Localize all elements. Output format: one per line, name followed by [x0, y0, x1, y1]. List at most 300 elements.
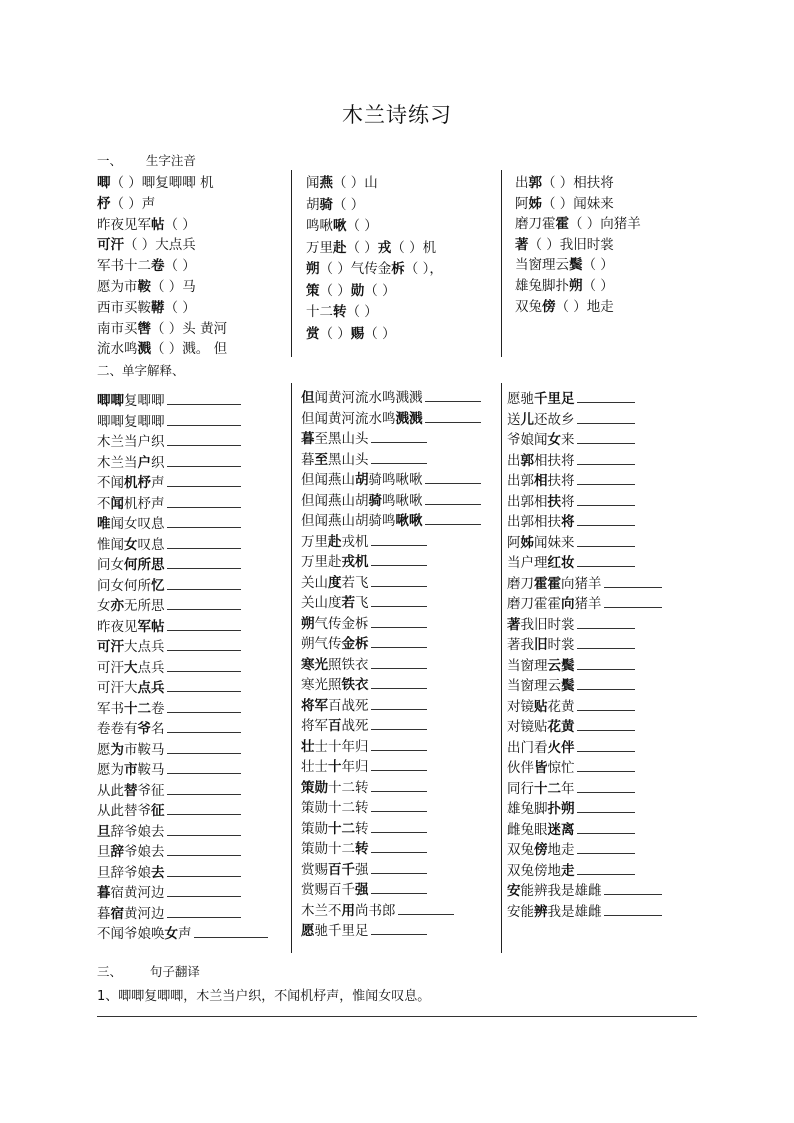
text-fragment: 名: [151, 721, 165, 737]
pinyin-item: [306, 214, 378, 234]
answer-blank[interactable]: [371, 593, 427, 607]
target-character: 可汗: [97, 237, 124, 254]
target-character: 可汗: [97, 639, 124, 655]
answer-blank[interactable]: [577, 430, 635, 444]
answer-blank[interactable]: [167, 412, 241, 426]
target-character: 愿: [301, 923, 315, 939]
pinyin-item: [515, 274, 614, 294]
answer-blank[interactable]: [167, 863, 241, 877]
text-fragment: 暮: [301, 451, 315, 468]
answer-blank[interactable]: [577, 635, 635, 649]
definition-item: [97, 430, 241, 450]
target-character: 鬓: [561, 678, 575, 694]
text-fragment: 百战死: [328, 697, 369, 714]
answer-blank[interactable]: [577, 451, 635, 465]
answer-blank[interactable]: [371, 757, 427, 771]
text-fragment: 策勋: [301, 820, 328, 837]
target-character: 胡: [355, 472, 369, 488]
text-fragment: 骑鸣啾啾: [368, 472, 423, 488]
text-fragment: 万里赴: [301, 554, 342, 570]
text-fragment: （ ）相扶将: [542, 175, 614, 191]
text-fragment: 可汗大: [97, 680, 138, 696]
answer-blank[interactable]: [577, 738, 635, 752]
text-fragment: 爷娘去: [124, 844, 165, 860]
text-fragment: 大点兵: [124, 639, 165, 655]
text-fragment: 从此: [97, 782, 124, 799]
pinyin-item: [306, 322, 396, 342]
answer-blank[interactable]: [577, 512, 635, 526]
answer-blank[interactable]: [371, 675, 427, 689]
target-character: 走: [561, 862, 575, 879]
target-character: 辔: [137, 320, 151, 337]
answer-blank[interactable]: [604, 594, 662, 608]
definition-item: [301, 919, 427, 939]
definition-item: [507, 900, 662, 920]
definition-item: [301, 653, 427, 673]
pinyin-item: [97, 317, 227, 337]
answer-blank[interactable]: [167, 391, 241, 405]
text-fragment: 壮士: [301, 759, 328, 775]
target-character: 唯: [97, 516, 111, 532]
text-fragment: 我是雄雌: [547, 903, 602, 920]
text-fragment: 强: [355, 861, 369, 878]
definition-item: [507, 756, 635, 776]
target-character: 为: [110, 741, 124, 758]
text-fragment: 戎机: [341, 533, 369, 550]
answer-blank[interactable]: [604, 902, 662, 916]
text-fragment: 昨夜见军: [97, 216, 151, 233]
definition-item: [507, 449, 635, 469]
text-fragment: 策勋十二: [301, 841, 355, 857]
text-fragment: 但闻燕山胡: [301, 492, 369, 509]
target-character: 郭: [528, 175, 542, 191]
answer-blank[interactable]: [604, 574, 662, 588]
definition-item: [97, 738, 241, 758]
definition-item: [97, 615, 241, 635]
definition-item: [301, 591, 427, 611]
answer-blank[interactable]: [371, 716, 427, 730]
answer-blank[interactable]: [167, 740, 241, 754]
text-fragment: 不: [97, 495, 111, 512]
text-fragment: 还故乡: [534, 411, 575, 428]
target-character: 寒光: [301, 656, 328, 673]
answer-blank[interactable]: [425, 491, 481, 505]
text-fragment: （ ）大点兵: [124, 237, 196, 254]
target-character: 旧: [534, 637, 548, 653]
definition-item: [97, 820, 241, 840]
text-fragment: 若飞: [341, 574, 369, 591]
answer-blank[interactable]: [425, 409, 481, 423]
answer-blank[interactable]: [167, 658, 241, 672]
target-character: 杼: [97, 195, 111, 212]
text-fragment: 安能: [507, 903, 534, 920]
answer-blank[interactable]: [167, 883, 241, 897]
answer-blank[interactable]: [371, 798, 427, 812]
definition-item: [301, 899, 454, 919]
text-fragment: 军书十二: [97, 258, 151, 275]
text-fragment: 问女: [97, 557, 124, 573]
text-fragment: 雄兔脚: [507, 801, 548, 817]
answer-blank[interactable]: [167, 432, 241, 446]
answer-blank[interactable]: [167, 596, 241, 610]
text-fragment: 雄兔脚扑: [515, 278, 569, 294]
answer-blank[interactable]: [425, 388, 481, 402]
definition-item: [301, 407, 481, 427]
answer-blank[interactable]: [371, 552, 427, 566]
text-fragment: 磨刀霍: [515, 216, 556, 233]
target-character: 帖: [151, 216, 165, 233]
text-fragment: 愿为市: [97, 279, 138, 295]
answer-blank[interactable]: [371, 614, 427, 628]
definition-item: [97, 922, 268, 942]
target-character: 度: [328, 574, 342, 591]
text-fragment: （ ）: [346, 304, 378, 320]
answer-blank[interactable]: [577, 676, 635, 690]
definition-item: [301, 530, 427, 550]
pinyin-item: [97, 254, 196, 274]
text-fragment: 闻女叹息: [110, 516, 165, 532]
answer-blank[interactable]: [577, 492, 635, 506]
text-fragment: 年归: [341, 759, 369, 775]
definition-item: [507, 736, 635, 756]
target-character: 转: [355, 841, 369, 857]
text-fragment: 愿: [97, 741, 111, 758]
definition-item: [301, 796, 427, 816]
answer-blank[interactable]: [371, 921, 427, 935]
text-fragment: 年: [561, 780, 575, 797]
definition-item: [507, 777, 635, 797]
definition-item: [507, 428, 635, 448]
column-divider: [501, 383, 502, 953]
answer-blank[interactable]: [371, 634, 427, 648]
text-fragment: 但闻燕山: [301, 472, 355, 488]
text-fragment: 但闻燕山胡骑鸣: [301, 513, 396, 529]
target-character: 朔: [569, 278, 583, 294]
target-character: 向: [561, 596, 575, 612]
definition-item: [97, 389, 241, 409]
definition-item: [97, 717, 241, 737]
text-fragment: 愿驰: [507, 391, 534, 407]
target-character: 千里足: [534, 391, 575, 407]
definition-item: [301, 735, 427, 755]
answer-blank[interactable]: [167, 453, 241, 467]
text-fragment: 西市买鞍: [97, 299, 151, 316]
pinyin-item: [515, 171, 614, 191]
target-character: 赴: [333, 239, 347, 256]
definition-item: [301, 571, 427, 591]
text-fragment: 万里: [301, 533, 328, 550]
target-character: 傍: [534, 842, 548, 858]
answer-blank[interactable]: [167, 760, 241, 774]
answer-blank[interactable]: [167, 699, 241, 713]
text-fragment: 唧唧复唧唧: [97, 413, 165, 430]
text-fragment: 十二: [306, 304, 333, 320]
answer-blank[interactable]: [577, 779, 635, 793]
answer-blank[interactable]: [577, 758, 635, 772]
text-fragment: 胡: [306, 196, 320, 213]
definition-item: [301, 673, 427, 693]
text-fragment: 出郭相: [507, 493, 548, 510]
definition-item: [97, 512, 241, 532]
answer-blank[interactable]: [371, 532, 427, 546]
answer-blank[interactable]: [371, 737, 427, 751]
target-character: 鞍: [137, 279, 151, 295]
text-fragment: 辞爷娘去: [110, 823, 165, 840]
answer-blank[interactable]: [167, 555, 241, 569]
target-character: 征: [151, 803, 165, 819]
text-fragment: 当窗理云: [507, 678, 561, 694]
target-character: 花黄: [547, 719, 575, 735]
text-fragment: 闻黄河流水鸣溅溅: [314, 390, 423, 406]
definition-item: [507, 551, 635, 571]
text-fragment: 我旧时裳: [520, 616, 575, 633]
answer-blank[interactable]: [577, 697, 635, 711]
definition-item: [97, 697, 241, 717]
text-fragment: 著我: [507, 637, 534, 653]
text-fragment: 雌兔眼: [507, 821, 548, 838]
target-character: 闻: [110, 495, 124, 512]
definition-item: [301, 858, 427, 878]
answer-blank[interactable]: [425, 511, 481, 525]
text-fragment: 送: [507, 411, 521, 428]
target-character: 辞: [110, 844, 124, 860]
text-fragment: （ ）: [582, 278, 614, 294]
answer-blank[interactable]: [371, 880, 427, 894]
text-fragment: （ ）机: [391, 239, 437, 256]
text-fragment: 磨刀霍霍: [507, 596, 561, 612]
text-fragment: 扶将: [547, 473, 575, 489]
text-fragment: 时裳: [547, 637, 575, 653]
text-fragment: 能辨我是雄雌: [520, 883, 602, 899]
answer-blank[interactable]: [167, 473, 241, 487]
text-fragment: 照铁衣: [328, 656, 369, 673]
answer-blank[interactable]: [577, 410, 635, 424]
text-fragment: 流水鸣: [97, 341, 138, 358]
text-fragment: （ ）: [582, 257, 614, 274]
pinyin-item: [306, 171, 378, 191]
target-character: 著: [507, 616, 521, 633]
text-fragment: 战死: [341, 718, 369, 734]
text-fragment: 士十年归: [314, 738, 369, 755]
target-character: 旦: [97, 823, 111, 840]
text-fragment: （ ）闻妹来: [542, 195, 614, 212]
text-fragment: 旦: [97, 844, 111, 860]
target-character: 朔: [301, 615, 315, 632]
answer-line: [97, 1016, 697, 1017]
page-title: 木兰诗练习: [342, 103, 452, 127]
answer-blank[interactable]: [371, 839, 427, 853]
answer-blank[interactable]: [371, 429, 427, 443]
definition-item: [97, 451, 241, 471]
answer-blank[interactable]: [371, 819, 427, 833]
definition-item: [301, 468, 481, 488]
answer-blank[interactable]: [577, 656, 635, 670]
text-fragment: 卷卷有: [97, 721, 138, 737]
answer-blank[interactable]: [577, 615, 635, 629]
text-fragment: 愿为: [97, 762, 124, 778]
text-fragment: 对镜: [507, 698, 534, 715]
pinyin-item: [306, 257, 443, 277]
target-character: 儿: [520, 411, 534, 428]
answer-blank[interactable]: [194, 924, 268, 938]
answer-blank[interactable]: [167, 719, 241, 733]
answer-blank[interactable]: [577, 471, 635, 485]
definition-item: [97, 861, 241, 881]
text-fragment: （ ）: [364, 282, 396, 299]
text-fragment: 朔气传: [301, 636, 342, 652]
definition-item: [507, 838, 635, 858]
target-character: 迷离: [547, 821, 575, 838]
definition-item: [97, 676, 241, 696]
definition-item: [97, 840, 241, 860]
answer-blank[interactable]: [604, 881, 662, 895]
text-fragment: 阿: [515, 195, 529, 212]
definition-item: [97, 902, 241, 922]
answer-blank[interactable]: [167, 617, 241, 631]
target-character: 柝: [391, 261, 405, 277]
text-fragment: 飞: [355, 595, 369, 611]
text-fragment: （ ）: [164, 258, 196, 275]
answer-blank[interactable]: [167, 842, 241, 856]
answer-blank[interactable]: [425, 470, 481, 484]
pinyin-item: [515, 212, 641, 232]
pinyin-item: [306, 279, 396, 299]
definition-item: [507, 695, 635, 715]
answer-blank[interactable]: [167, 576, 241, 590]
answer-blank[interactable]: [371, 778, 427, 792]
text-fragment: 出: [515, 175, 529, 191]
pinyin-item: [515, 233, 614, 253]
text-fragment: 爷娘闻: [507, 432, 548, 448]
target-character: 暮: [301, 431, 315, 447]
text-fragment: 可汗: [97, 659, 124, 676]
answer-blank[interactable]: [371, 655, 427, 669]
target-character: 金柝: [341, 636, 369, 652]
text-fragment: 相扶将: [534, 452, 575, 469]
target-character: 转: [333, 304, 347, 320]
text-fragment: 十二转: [328, 779, 369, 796]
text-fragment: 同行: [507, 780, 534, 797]
section-heading-translation: 三、 句子翻译: [97, 964, 200, 979]
text-fragment: 关山: [301, 574, 328, 591]
text-fragment: 声: [178, 926, 192, 942]
answer-blank[interactable]: [167, 678, 241, 692]
target-character: 策: [306, 282, 320, 299]
target-character: 唧唧: [97, 393, 124, 409]
target-character: 忆: [151, 577, 165, 594]
target-character: 百千: [328, 861, 355, 878]
definition-item: [507, 859, 635, 879]
answer-blank[interactable]: [577, 717, 635, 731]
definition-item: [507, 510, 635, 530]
answer-blank[interactable]: [577, 389, 635, 403]
answer-blank[interactable]: [577, 799, 635, 813]
answer-blank[interactable]: [167, 904, 241, 918]
text-fragment: 市鞍马: [124, 741, 165, 758]
text-fragment: （ ）山: [333, 175, 378, 191]
target-character: 卷: [151, 258, 165, 275]
target-character: 将军: [301, 697, 328, 714]
target-character: 溅溅: [395, 410, 423, 427]
definition-item: [507, 879, 662, 899]
target-character: 何所思: [124, 557, 165, 573]
answer-blank[interactable]: [167, 801, 241, 815]
target-character: 壮: [301, 738, 315, 755]
definition-item: [301, 694, 427, 714]
answer-blank[interactable]: [167, 494, 241, 508]
target-character: 红妆: [547, 555, 575, 571]
answer-blank[interactable]: [577, 553, 635, 567]
target-character: 去: [151, 864, 165, 881]
definition-item: [507, 469, 635, 489]
answer-blank[interactable]: [167, 637, 241, 651]
target-character: 女: [547, 432, 561, 448]
text-fragment: 鸣啾啾: [382, 492, 423, 509]
target-character: 百: [328, 718, 342, 734]
text-fragment: 对镜贴: [507, 719, 548, 735]
answer-blank[interactable]: [398, 901, 454, 915]
pinyin-item: [306, 193, 364, 213]
text-fragment: 双兔: [515, 298, 542, 315]
answer-blank[interactable]: [167, 535, 241, 549]
text-fragment: 暮: [97, 905, 111, 922]
text-fragment: 黄河边: [124, 905, 165, 922]
answer-blank[interactable]: [577, 840, 635, 854]
answer-blank[interactable]: [167, 781, 241, 795]
text-fragment: 惟闻: [97, 536, 124, 553]
text-fragment: 万里: [306, 239, 333, 256]
definition-item: [507, 613, 635, 633]
answer-blank[interactable]: [371, 450, 427, 464]
target-character: 火伴: [547, 739, 575, 756]
definition-item: [301, 509, 481, 529]
text-fragment: 赏赐: [301, 861, 328, 878]
answer-blank[interactable]: [371, 860, 427, 874]
target-character: 用: [341, 902, 355, 919]
answer-blank[interactable]: [167, 822, 241, 836]
text-fragment: （ ）我旧时裳: [528, 236, 614, 253]
target-character: 十二: [534, 780, 561, 797]
answer-blank[interactable]: [577, 861, 635, 875]
text-fragment: 出门看: [507, 739, 548, 756]
pinyin-item: [97, 296, 196, 316]
answer-blank[interactable]: [371, 573, 427, 587]
text-fragment: 闻: [306, 175, 320, 191]
answer-blank[interactable]: [577, 533, 635, 547]
section-heading-pinyin: 一、 生字注音: [97, 153, 196, 168]
answer-blank[interactable]: [371, 696, 427, 710]
definition-item: [301, 448, 427, 468]
text-fragment: 出: [507, 452, 521, 469]
answer-blank[interactable]: [577, 820, 635, 834]
text-fragment: 旦辞爷娘: [97, 864, 151, 881]
definition-item: [301, 837, 427, 857]
text-fragment: （ ）: [333, 196, 365, 213]
column-divider: [291, 170, 292, 357]
text-fragment: （ ）向猪羊: [569, 216, 641, 233]
definition-item: [97, 410, 241, 430]
text-fragment: 卷: [151, 700, 165, 717]
target-character: 亦: [110, 598, 124, 614]
answer-blank[interactable]: [167, 514, 241, 528]
target-character: 十二: [124, 700, 151, 717]
text-fragment: 复唧唧: [124, 393, 165, 409]
definition-item: [301, 755, 427, 775]
definition-item: [301, 878, 427, 898]
text-fragment: 将军: [301, 718, 328, 734]
target-character: 军帖: [137, 618, 165, 635]
text-fragment: 叹息: [137, 536, 165, 553]
